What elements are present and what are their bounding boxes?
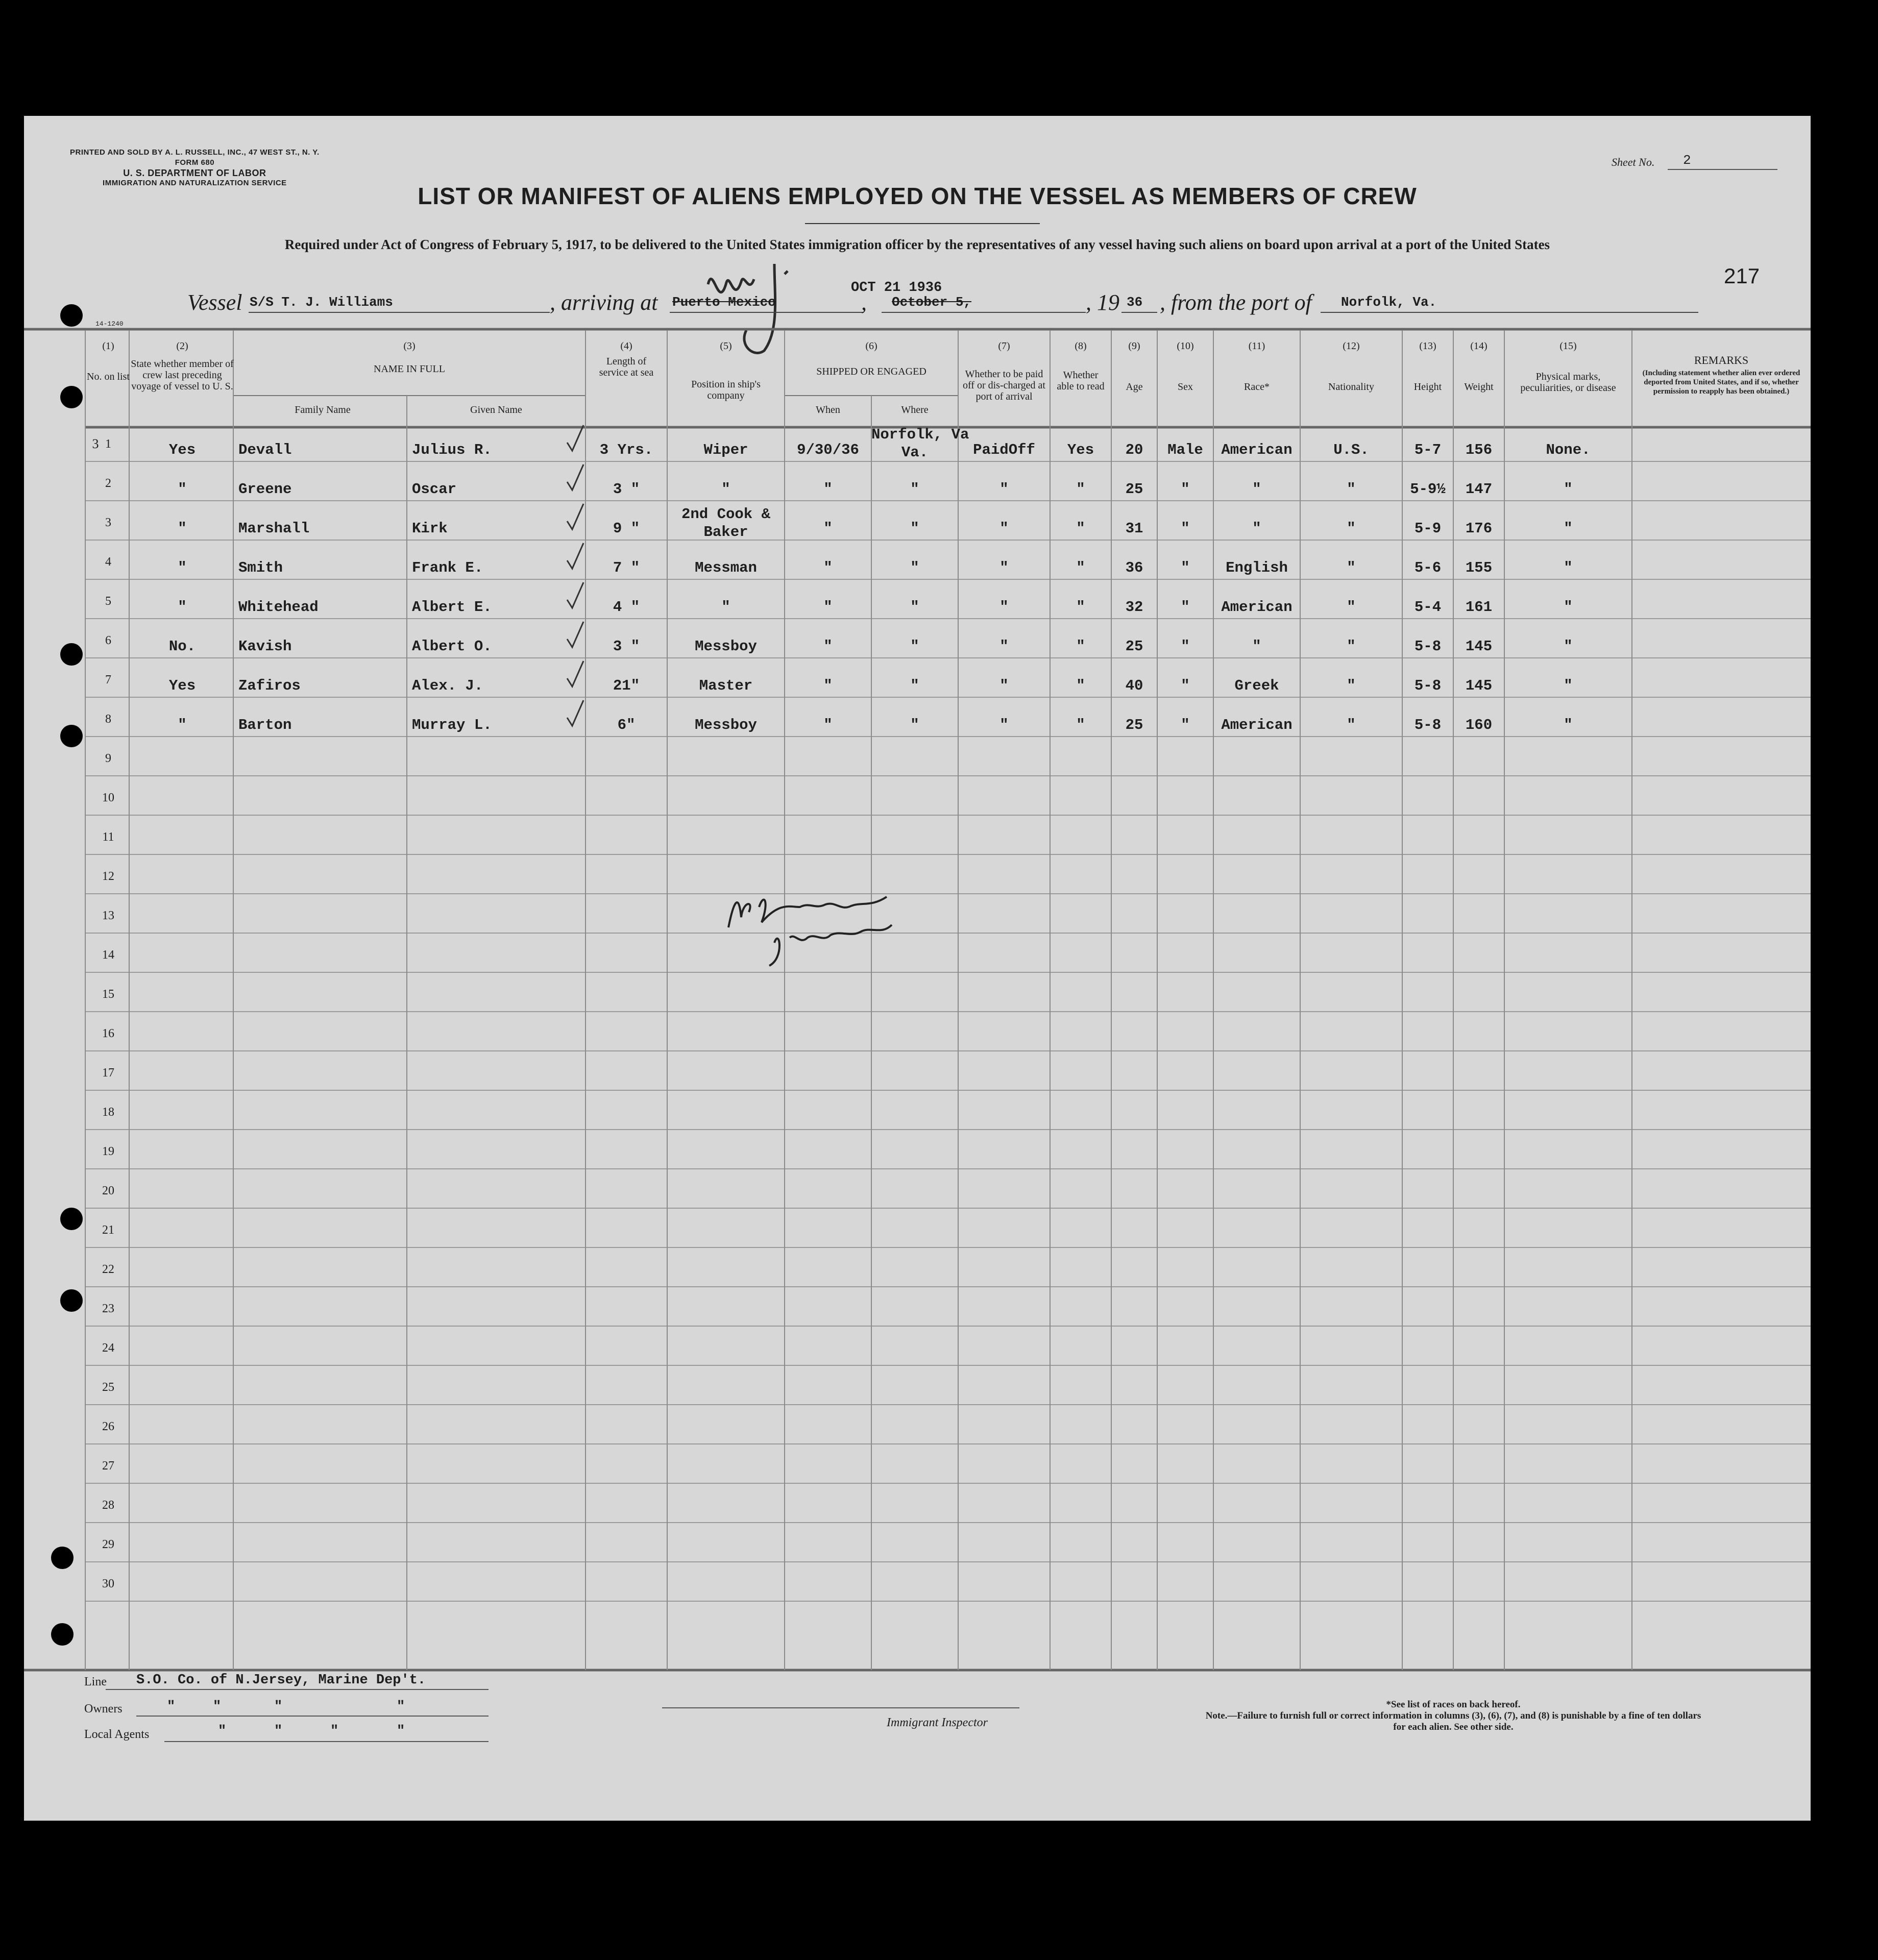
punch-hole [51, 1547, 74, 1569]
col14-number: (14) [1470, 340, 1487, 352]
cell-prev-voyage: " [178, 481, 187, 498]
cell-shipped-when: " [823, 559, 833, 576]
cell-paid-off: " [999, 599, 1009, 616]
cell-family-name: Barton [238, 717, 292, 733]
owners-mark-3: " [274, 1699, 283, 1714]
row-number: 7 [105, 673, 111, 687]
punch-hole [60, 643, 83, 666]
cell-sex: " [1181, 717, 1190, 733]
cell-age: 31 [1125, 520, 1143, 537]
cell-prev-voyage: Yes [168, 442, 196, 458]
page-prefix: 3 [92, 436, 99, 451]
given-name-header: Given Name [470, 404, 522, 415]
cell-service-length: 6" [617, 717, 636, 733]
cell-shipped-when: " [823, 638, 833, 655]
service-name: IMMIGRATION AND NATURALIZATION SERVICE [103, 179, 287, 187]
punch-hole [60, 1289, 83, 1312]
punch-hole [60, 1208, 83, 1230]
col11-header: Race* [1244, 381, 1270, 393]
cell-weight: 145 [1465, 638, 1493, 655]
cell-able-to-read: " [1076, 559, 1085, 576]
row-number: 8 [105, 713, 111, 726]
cell-position: Master [699, 677, 753, 694]
cell-shipped-where: " [910, 559, 919, 576]
cell-position: 2nd Cook & [681, 506, 771, 523]
family-name-header: Family Name [295, 404, 351, 415]
row-number: 30 [102, 1577, 114, 1590]
row-number: 2 [105, 477, 111, 490]
cell-service-length: 4 " [613, 599, 640, 616]
row-number: 20 [102, 1184, 114, 1197]
owners-underline [136, 1716, 489, 1717]
cell-prev-voyage: " [178, 599, 187, 616]
cell-shipped-where: " [910, 481, 919, 498]
cell-physical-marks: " [1564, 677, 1573, 694]
vessel-label: Vessel [187, 290, 242, 315]
races-note: *See list of races on back hereof. [1386, 1699, 1521, 1710]
cell-sex: Male [1167, 442, 1203, 458]
row-number: 1 [105, 437, 111, 451]
row-number: 13 [102, 909, 114, 922]
cell-physical-marks: " [1564, 559, 1573, 576]
cell-able-to-read: " [1076, 599, 1085, 616]
cell-weight: 156 [1465, 442, 1493, 458]
cell-height: 5-7 [1414, 442, 1442, 458]
cell-race: American [1221, 599, 1292, 616]
cell-family-name: Marshall [238, 520, 310, 537]
cell-height: 5-6 [1414, 559, 1442, 576]
cell-age: 20 [1125, 442, 1143, 458]
col11-number: (11) [1248, 340, 1265, 352]
row-number: 25 [102, 1381, 114, 1394]
col12-header: Nationality [1328, 381, 1374, 393]
col3-number: (3) [403, 340, 416, 352]
row-number: 10 [102, 791, 114, 804]
check-mark-icon [565, 462, 586, 493]
row-number: 19 [102, 1145, 114, 1158]
cell-age: 25 [1125, 717, 1143, 733]
cell-given-name: Albert O. [412, 638, 492, 655]
row-number: 12 [102, 870, 114, 883]
col10-header: Sex [1178, 381, 1193, 393]
cell-nationality: " [1347, 599, 1356, 616]
requirement-text: Required under Act of Congress of February 5, 1917, to be delivered to the United States immigration officer by the representatives of any vessel having such aliens on board upon arrival at a port of the United States [284, 237, 1550, 252]
cell-height: 5-4 [1414, 599, 1442, 616]
punch-hole [60, 304, 83, 327]
cell-position-line2: Baker [703, 524, 748, 541]
cell-nationality: " [1347, 677, 1356, 694]
manifest-sheet [24, 116, 1811, 1821]
owners-mark-2: " [213, 1699, 222, 1714]
agents-mark-2: " [274, 1724, 283, 1739]
cell-position: Messboy [695, 717, 757, 733]
cell-physical-marks: " [1564, 638, 1573, 655]
cell-sex: " [1181, 520, 1190, 537]
cell-sex: " [1181, 677, 1190, 694]
cell-service-length: 3 " [613, 638, 640, 655]
local-agents-label: Local Agents [84, 1728, 150, 1741]
col6-number: (6) [865, 340, 877, 352]
row-number: 16 [102, 1027, 114, 1040]
cell-able-to-read: " [1076, 481, 1085, 498]
check-mark-icon [565, 502, 586, 532]
from-port: Norfolk, Va. [1341, 295, 1437, 310]
cell-given-name: Julius R. [412, 442, 492, 458]
cell-family-name: Zafiros [238, 677, 301, 694]
owners-label: Owners [84, 1702, 123, 1716]
cell-shipped-where: " [910, 638, 919, 655]
row-number: 6 [105, 634, 111, 647]
cell-prev-voyage: No. [168, 638, 196, 655]
line-label: Line [84, 1675, 107, 1688]
penalty-note [1203, 1699, 1703, 1733]
cell-weight: 145 [1465, 677, 1493, 694]
cell-service-length: 3 Yrs. [599, 442, 653, 458]
cell-given-name: Albert E. [412, 599, 492, 616]
sheet-number-value: 2 [1683, 153, 1691, 168]
cell-race: American [1221, 442, 1292, 458]
row-number: 17 [102, 1066, 114, 1080]
row-number: 18 [102, 1106, 114, 1119]
cell-nationality: " [1347, 520, 1356, 537]
cell-race: Greek [1234, 677, 1279, 694]
cell-height: 5-8 [1414, 677, 1442, 694]
cell-paid-off: " [999, 520, 1009, 537]
cell-age: 40 [1125, 677, 1143, 694]
cell-race: " [1252, 520, 1261, 537]
date-stamp: OCT 21 1936 [851, 280, 942, 296]
cell-able-to-read: " [1076, 717, 1085, 733]
cell-age: 32 [1125, 599, 1143, 616]
cell-position: " [721, 599, 730, 616]
col10-number: (10) [1177, 340, 1194, 352]
cell-able-to-read: " [1076, 638, 1085, 655]
row-number: 15 [102, 988, 114, 1001]
col9-number: (9) [1128, 340, 1140, 352]
row-number: 26 [102, 1420, 114, 1433]
cell-shipped-where: " [910, 717, 919, 733]
cell-shipped-when: " [823, 520, 833, 537]
col6-header: SHIPPED OR ENGAGED [816, 366, 926, 377]
agents-mark-3: " [330, 1724, 339, 1739]
col2-header: State whether member of crew last preceding voyage of vessel to U. S. [131, 358, 234, 392]
cell-able-to-read: " [1076, 520, 1085, 537]
cell-height: 5-9 [1414, 520, 1442, 537]
cell-able-to-read: " [1076, 677, 1085, 694]
cell-shipped-where: " [910, 520, 919, 537]
cell-sex: " [1181, 481, 1190, 498]
cell-family-name: Devall [238, 442, 292, 458]
cell-sex: " [1181, 559, 1190, 576]
cell-paid-off: " [999, 481, 1009, 498]
cell-given-name: Frank E. [412, 559, 483, 576]
cell-able-to-read: Yes [1067, 442, 1094, 458]
col12-number: (12) [1343, 340, 1360, 352]
cell-race: " [1252, 638, 1261, 655]
cell-service-length: 9 " [613, 520, 640, 537]
cell-weight: 160 [1465, 717, 1493, 733]
line-value: S.O. Co. of N.Jersey, Marine Dep't. [136, 1673, 426, 1688]
cell-nationality: " [1347, 717, 1356, 733]
year-suffix: 36 [1127, 295, 1143, 310]
cell-shipped-when: " [823, 481, 833, 498]
cell-physical-marks: " [1564, 599, 1573, 616]
row-number: 11 [102, 830, 114, 844]
cell-weight: 147 [1465, 481, 1493, 498]
department-name: U. S. DEPARTMENT OF LABOR [123, 168, 266, 178]
form-code: 14-1240 [95, 320, 124, 328]
col15-header: Physical marks, peculiarities, or disease [1520, 371, 1616, 394]
cell-physical-marks: " [1564, 717, 1573, 733]
cell-height: 5-8 [1414, 638, 1442, 655]
row-number: 23 [102, 1302, 114, 1315]
arrival-date: October 5, [892, 295, 972, 310]
col7-number: (7) [998, 340, 1010, 352]
agents-mark-1: " [218, 1724, 227, 1739]
from-port-label: , from the port of [1160, 290, 1312, 315]
form-number: FORM 680 [175, 158, 215, 167]
row-number: 21 [102, 1223, 114, 1237]
cell-age: 25 [1125, 638, 1143, 655]
cell-nationality: " [1347, 559, 1356, 576]
cell-family-name: Smith [238, 559, 283, 576]
cell-nationality: " [1347, 638, 1356, 655]
row-number: 22 [102, 1263, 114, 1276]
cell-age: 25 [1125, 481, 1143, 498]
penalty-text: Note.—Failure to furnish full or correct information in columns (3), (6), (7), and (8) is punishable by a fine of ten dollars for each alien. See other side. [1205, 1710, 1701, 1732]
check-mark-icon [565, 698, 586, 729]
col3-header: NAME IN FULL [374, 363, 445, 375]
inspector-signature-line [662, 1707, 1019, 1708]
inspector-label: Immigrant Inspector [887, 1716, 988, 1729]
owners-mark-1: " [167, 1699, 176, 1714]
agents-underline [164, 1741, 489, 1742]
cell-given-name: Kirk [412, 520, 448, 537]
cell-sex: " [1181, 599, 1190, 616]
punch-hole [60, 386, 83, 408]
cell-given-name: Murray L. [412, 717, 492, 733]
cell-physical-marks: None. [1546, 442, 1591, 458]
row-number: 24 [102, 1341, 114, 1355]
cell-race: American [1221, 717, 1292, 733]
arriving-label: , arriving at [550, 290, 658, 315]
col1-number: (1) [102, 340, 114, 352]
cell-shipped-when: 9/30/36 [797, 442, 859, 458]
check-mark-icon [565, 580, 586, 611]
document-title: LIST OR MANIFEST OF ALIENS EMPLOYED ON THE VESSEL AS MEMBERS OF CREW [418, 183, 1417, 209]
cell-weight: 161 [1465, 599, 1493, 616]
shipped-where-header: Where [901, 404, 929, 415]
check-mark-icon [565, 620, 586, 650]
cell-shipped-where: " [910, 599, 919, 616]
punch-hole [60, 725, 83, 747]
cell-shipped-where-line2: Va. [901, 444, 929, 461]
owners-mark-4: " [397, 1699, 405, 1714]
col1-header: No. on list [87, 371, 130, 382]
cell-family-name: Whitehead [238, 599, 319, 616]
col13-header: Height [1413, 381, 1442, 393]
year-prefix: , 19 [1086, 290, 1119, 315]
arrival-date-separator: , [861, 290, 867, 315]
row-number: 29 [102, 1538, 114, 1551]
cell-service-length: 21" [613, 677, 640, 694]
cell-given-name: Alex. J. [412, 677, 483, 694]
cell-service-length: 3 " [613, 481, 640, 498]
col14-header: Weight [1464, 381, 1494, 393]
cell-physical-marks: " [1564, 481, 1573, 498]
inspector-signature [718, 871, 933, 973]
cell-paid-off: " [999, 717, 1009, 733]
check-mark-icon [565, 541, 586, 572]
cell-paid-off: " [999, 638, 1009, 655]
cell-race: English [1226, 559, 1288, 576]
cell-nationality: U.S. [1333, 442, 1369, 458]
cell-paid-off: PaidOff [973, 442, 1035, 458]
row-number: 5 [105, 595, 111, 608]
sheet-reference-number: 217 [1724, 264, 1760, 288]
cell-family-name: Greene [238, 481, 292, 498]
row-number: 3 [105, 516, 111, 529]
agents-mark-4: " [397, 1724, 405, 1739]
col13-number: (13) [1419, 340, 1436, 352]
col9-header: Age [1126, 381, 1143, 393]
line-underline [106, 1689, 489, 1690]
arriving-port: Puerto Mexico [672, 295, 776, 310]
cell-given-name: Oscar [412, 481, 457, 498]
cell-race: " [1252, 481, 1261, 498]
cell-nationality: " [1347, 481, 1356, 498]
row-number: 9 [105, 752, 111, 765]
cell-position: Messboy [695, 638, 757, 655]
cell-prev-voyage: " [178, 559, 187, 576]
cell-shipped-where: Norfolk, Va [871, 426, 969, 443]
cell-position: Messman [695, 559, 757, 576]
col8-header: Whether able to read [1057, 370, 1105, 392]
cell-family-name: Kavish [238, 638, 292, 655]
cell-weight: 155 [1465, 559, 1493, 576]
cell-height: 5-8 [1414, 717, 1442, 733]
cell-prev-voyage: " [178, 717, 187, 733]
vessel-name: S/S T. J. Williams [250, 295, 393, 310]
col5-header: Position in ship's company [691, 379, 761, 401]
cell-shipped-when: " [823, 677, 833, 694]
cell-weight: 176 [1465, 520, 1493, 537]
printer-line: PRINTED AND SOLD BY A. L. RUSSELL, INC., 47 WEST ST., N. Y. [70, 148, 320, 157]
cell-shipped-where: " [910, 677, 919, 694]
col5-number: (5) [720, 340, 732, 352]
cell-physical-marks: " [1564, 520, 1573, 537]
row-number: 28 [102, 1499, 114, 1512]
cell-position: Wiper [703, 442, 748, 458]
cell-paid-off: " [999, 677, 1009, 694]
cell-paid-off: " [999, 559, 1009, 576]
row-number: 27 [102, 1459, 114, 1473]
sheet-number-label: Sheet No. [1612, 156, 1655, 168]
cell-prev-voyage: Yes [168, 677, 196, 694]
row-number: 4 [105, 555, 111, 569]
cell-position: " [721, 481, 730, 498]
remarks-header: REMARKS [1694, 354, 1749, 366]
cell-shipped-when: " [823, 717, 833, 733]
check-mark-icon [565, 423, 586, 454]
col4-header: Length of service at sea [599, 356, 654, 378]
col8-number: (8) [1075, 340, 1087, 352]
punch-hole [51, 1623, 74, 1646]
cell-age: 36 [1125, 559, 1143, 576]
cell-sex: " [1181, 638, 1190, 655]
cell-height: 5-9½ [1410, 481, 1446, 498]
col15-number: (15) [1559, 340, 1577, 352]
cell-prev-voyage: " [178, 520, 187, 537]
check-mark-icon [565, 659, 586, 690]
remarks-subheader: (Including statement whether alien ever ordered deported from United States, and if so, whether permission to reapply has been obtained.) [1642, 369, 1800, 396]
col7-header: Whether to be paid off or dis-charged at port of arrival [963, 369, 1045, 402]
row-number: 14 [102, 948, 114, 962]
cell-service-length: 7 " [613, 559, 640, 576]
shipped-when-header: When [816, 404, 840, 415]
col2-number: (2) [176, 340, 188, 352]
cell-shipped-when: " [823, 599, 833, 616]
col4-number: (4) [620, 340, 632, 352]
